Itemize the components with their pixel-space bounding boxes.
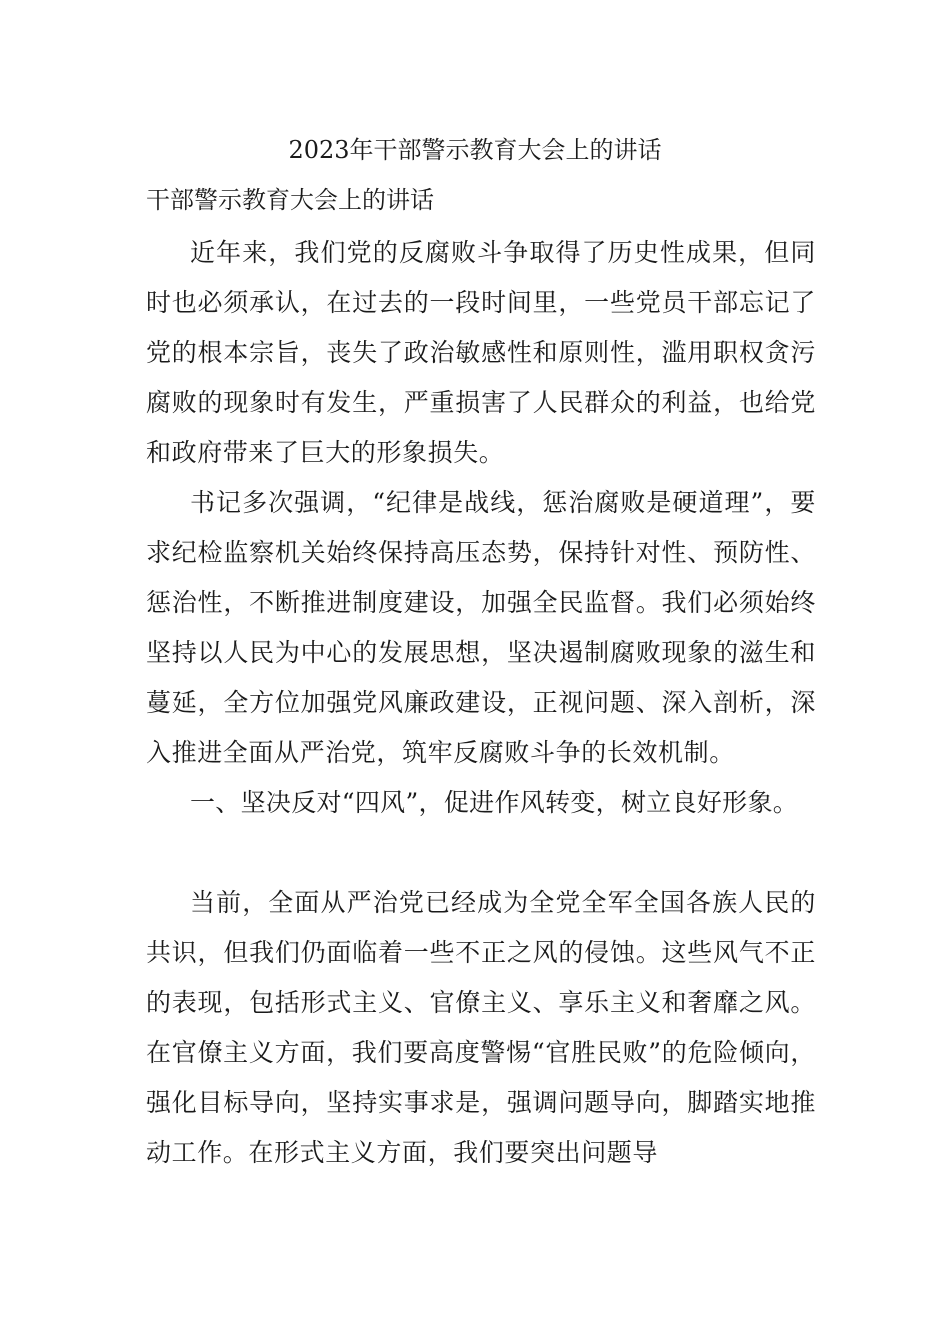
document-body <box>146 228 816 1178</box>
document-title: 2023年干部警示教育大会上的讲话 <box>288 136 662 164</box>
paragraph-intro: 近年来，我们党的反腐败斗争取得了历史性成果，但同时也必须承认，在过去的一段时间里，一些党员干部忘记了党的根本宗旨，丧失了政治敏感性和原则性，滥用职权贪污腐败的现象时有发生，严重损害了人民群众的利益，也给党和政府带来了巨大的形象损失。 <box>146 238 816 467</box>
paragraph-current-situation: 当前，全面从严治党已经成为全党全军全国各族人民的共识，但我们仍面临着一些不正之风的侵蚀。这些风气不正的表现，包括形式主义、官僚主义、享乐主义和奢靡之风。在官僚主义方面，我们要高度警惕“官胜民败”的危险倾向，强化目标导向，坚持实事求是，强调问题导向，脚踏实地推动工作。在形式主义方面，我们要突出问题导 <box>146 888 816 1167</box>
document-subtitle: 干部警示教育大会上的讲话 <box>146 186 434 214</box>
section-heading-one: 一、坚决反对“四风”，促进作风转变，树立良好形象。 <box>190 788 799 817</box>
paragraph-discipline: 书记多次强调，“纪律是战线，惩治腐败是硬道理”，要求纪检监察机关始终保持高压态势，保持针对性、预防性、惩治性，不断推进制度建设，加强全民监督。我们必须始终坚持以人民为中心的发展思想，坚决遏制腐败现象的滋生和蔓延，全方位加强党风廉政建设，正视问题、深入剖析，深入推进全面从严治党，筑牢反腐败斗争的长效机制。 <box>146 488 816 767</box>
